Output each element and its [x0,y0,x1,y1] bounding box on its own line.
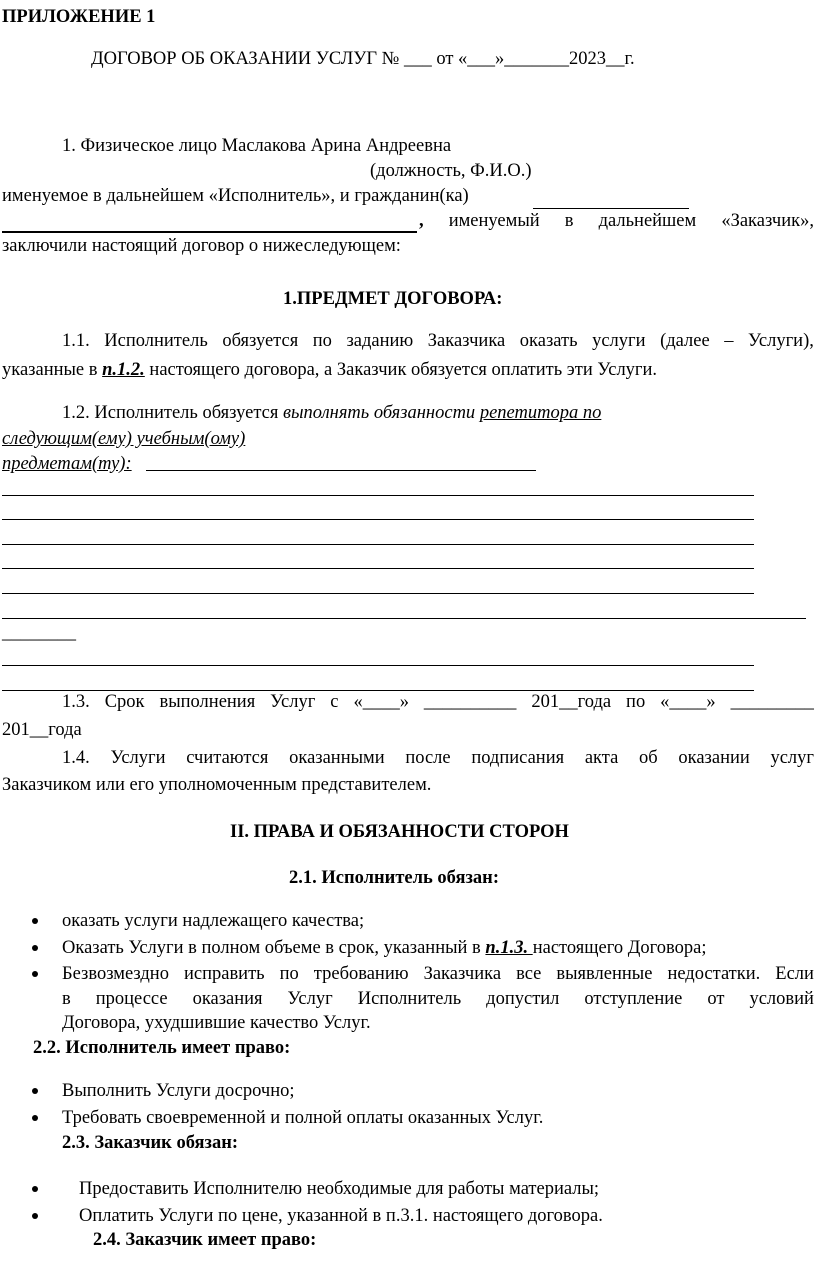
subjects-blank [146,470,536,471]
clause-1-3-line-2: 201__года [2,720,82,740]
clause-1-1-line-2 [2,361,657,380]
subjects-blank-line [2,544,754,545]
clause-word: по [312,331,332,351]
clause-word: «____» [353,692,409,712]
intro-comma: , [419,211,424,231]
duty-reference: п.1.3. [485,938,533,958]
clause-text: указанные в [2,360,103,380]
clause-word: _________ [730,692,814,712]
clause-word: 1.4. [62,748,90,768]
section-2-title: II. ПРАВА И ОБЯЗАННОСТИ СТОРОН [230,822,569,842]
customer-duty-item: Предоставить Исполнителю необходимые для работы материалы; [79,1179,600,1199]
duty-word: оказания [192,989,263,1009]
section-2-2-title: 2.2. Исполнитель имеет право: [33,1038,291,1058]
subjects-blank-line [2,495,754,496]
clause-1-2-line-3: предметам(ту): [2,454,132,474]
clause-word: Услуг [270,692,316,712]
bullet-icon [32,1088,38,1094]
subjects-blank-line [2,618,806,619]
clause-word: заданию [346,331,414,351]
subjects-blank-line [2,568,754,569]
clause-word: 201__года [531,692,612,712]
intro-line-4 [419,212,814,231]
clause-word: с [330,692,339,712]
section-2-1-title: 2.1. Исполнитель обязан: [289,868,499,888]
right-item: Требовать своевременной и полной оплаты оказанных Услуг. [62,1108,544,1128]
clause-reference: п.1.2. [102,360,145,380]
section-2-4-title: 2.4. Заказчик имеет право: [93,1230,317,1250]
section-1-title: 1.ПРЕДМЕТ ДОГОВОРА: [283,289,503,309]
duty-item: оказать услуги надлежащего качества; [62,911,365,931]
contract-title: ДОГОВОР ОБ ОКАЗАНИИ УСЛУГ № ___ от «___»_______2023__г. [91,49,635,69]
clause-word: оказать [519,331,578,351]
clause-word: «____» [660,692,716,712]
intro-word: «Заказчик», [721,211,814,231]
clause-word: по [626,692,646,712]
intro-line-5: заключили настоящий договор о нижеследующем: [2,236,401,256]
duty-word: требованию [313,964,409,984]
clause-duty-text: выполнять обязанности [282,403,480,423]
duty-word: Если [775,964,814,984]
clause-word: оказании [678,748,750,768]
intro-line-3: именуемое в дальнейшем «Исполнитель», и гражданин(ка) [2,186,469,206]
duty-item-line-3: Договора, ухудшившие качество Услуг. [62,1013,371,1033]
duty-word: выявленные [556,964,653,984]
clause-1-1-line-1 [62,332,814,351]
clause-text: 1.2. Исполнитель обязуется [62,403,283,423]
clause-word: Срок [104,692,145,712]
clause-1-2-line-1 [62,404,601,423]
clause-word: обязуется [222,331,299,351]
duty-word: отступление [584,989,683,1009]
clause-1-4-line-2: Заказчиком или его уполномоченным представителем. [2,775,432,795]
duty-item-line-2 [62,990,814,1009]
duty-word: Заказчика [423,964,502,984]
clause-1-4-line-1 [62,749,814,768]
duty-word: по [279,964,299,984]
clause-word: Услуги [110,748,166,768]
appendix-label: ПРИЛОЖЕНИЕ 1 [2,7,156,27]
subjects-blank-line [2,519,754,520]
bullet-icon [32,1115,38,1121]
duty-word: Безвозмездно [62,964,169,984]
intro-word: именуемый [448,211,540,231]
duty-item-line-1 [62,965,814,984]
clause-1-3-line-1 [62,693,814,712]
clause-word: об [639,748,658,768]
duty-word: допустил [486,989,560,1009]
duty-word: все [516,964,542,984]
subjects-blank-line [2,665,754,666]
clause-word: (далее [660,331,710,351]
clause-word: подписания [471,748,565,768]
duty-text: Оказать Услуги в полном объеме в срок, указанный в [62,938,486,958]
right-item: Выполнить Услуги досрочно; [62,1081,295,1101]
clause-word: __________ [423,692,517,712]
clause-word: – [724,331,734,351]
duty-word: исправить [183,964,265,984]
duty-text: настоящего Договора; [532,938,707,958]
clause-word: Исполнитель [104,331,208,351]
bullet-icon [32,1186,38,1192]
duty-word: от [707,989,725,1009]
subjects-blank-tail: ________ [2,623,76,643]
bullet-icon [32,945,38,951]
bullet-icon [32,971,38,977]
clause-word: выполнения [159,692,256,712]
clause-word: 1.1. [62,331,90,351]
clause-word: считаются [186,748,269,768]
duty-word: условий [749,989,814,1009]
duty-word: в [62,989,71,1009]
section-2-3-title: 2.3. Заказчик обязан: [62,1133,239,1153]
customer-name-blank-2 [2,231,417,233]
intro-word: в [564,211,574,231]
clause-word: 1.3. [62,692,90,712]
clause-word: услуги [592,331,646,351]
clause-1-2-line-2: следующим(ему) учебным(ому) [2,429,246,449]
subjects-blank-line [2,690,754,691]
duty-item [62,939,706,958]
clause-word: оказанными [289,748,385,768]
customer-name-blank [533,208,689,209]
clause-word: услуг [770,748,814,768]
duty-word: Услуг [287,989,333,1009]
clause-word: Услуги), [748,331,814,351]
intro-position-hint: (должность, Ф.И.О.) [370,161,532,181]
bullet-icon [32,1213,38,1219]
clause-text: настоящего договора, а Заказчик обязуется оплатить эти Услуги. [144,360,658,380]
clause-word: акта [584,748,619,768]
intro-word: дальнейшем [598,211,697,231]
clause-word: после [405,748,451,768]
duty-word: недостатки. [667,964,761,984]
intro-line-1: 1. Физическое лицо Маслакова Арина Андреевна [62,136,452,156]
clause-duty-role: репетитора по [479,403,602,423]
customer-duty-item: Оплатить Услуги по цене, указанной в п.3.1. настоящего договора. [79,1206,603,1226]
duty-word: процессе [95,989,168,1009]
subjects-blank-line [2,593,754,594]
bullet-icon [32,918,38,924]
clause-word: Заказчика [427,331,506,351]
duty-word: Исполнитель [357,989,462,1009]
